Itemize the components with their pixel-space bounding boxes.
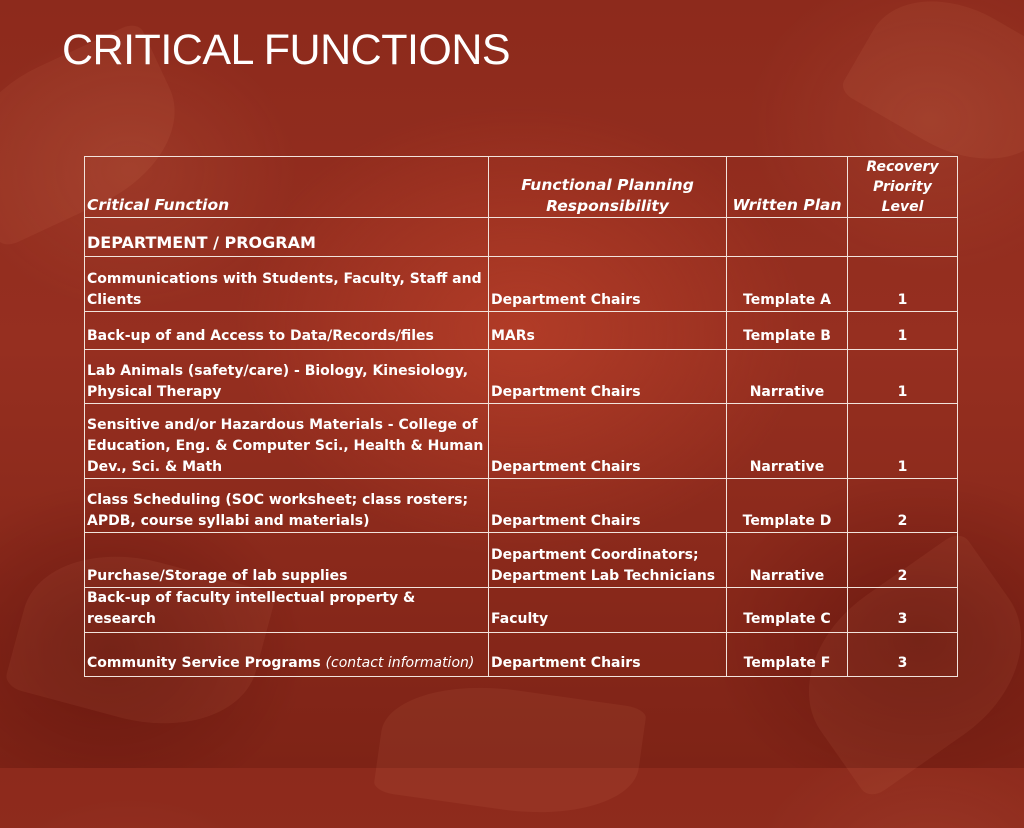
- responsibility-cell: Department Chairs: [489, 257, 727, 312]
- table-cell-empty: [727, 218, 848, 257]
- function-cell: Communications with Students, Faculty, Staff and Clients: [85, 257, 489, 312]
- table-cell-empty: [489, 218, 727, 257]
- header-written-plan: Written Plan: [727, 157, 848, 218]
- responsibility-cell: Department Coordinators; Department Lab Technicians: [489, 533, 727, 588]
- plan-cell: Narrative: [727, 404, 848, 479]
- function-cell: Back-up of and Access to Data/Records/files: [85, 312, 489, 350]
- plan-cell: Template F: [727, 633, 848, 677]
- slide-title: CRITICAL FUNCTIONS: [62, 26, 511, 74]
- table-header-row: [85, 157, 958, 218]
- priority-cell: 1: [848, 350, 958, 404]
- responsibility-cell: MARs: [489, 312, 727, 350]
- function-cell: Sensitive and/or Hazardous Materials - College of Education, Eng. & Computer Sci., Health & Human Dev., Sci. & Math: [85, 404, 489, 479]
- priority-cell: 2: [848, 479, 958, 533]
- plan-cell: Narrative: [727, 533, 848, 588]
- plan-cell: Narrative: [727, 350, 848, 404]
- function-note: (contact information): [325, 655, 475, 671]
- responsibility-cell: Faculty: [489, 588, 727, 633]
- plan-cell: Template B: [727, 312, 848, 350]
- critical-functions-table: [84, 156, 958, 677]
- table-cell-empty: [848, 218, 958, 257]
- responsibility-cell: Department Chairs: [489, 404, 727, 479]
- table-row: [85, 257, 958, 312]
- section-row: [85, 218, 958, 257]
- table-row: [85, 312, 958, 350]
- responsibility-cell: Department Chairs: [489, 633, 727, 677]
- header-critical-function: Critical Function: [85, 157, 489, 218]
- header-responsibility: Functional Planning Responsibility: [489, 157, 727, 218]
- function-cell: Class Scheduling (SOC worksheet; class rosters; APDB, course syllabi and materials): [85, 479, 489, 533]
- table-row: [85, 350, 958, 404]
- priority-cell: 2: [848, 533, 958, 588]
- plan-cell: Template C: [727, 588, 848, 633]
- priority-cell: 1: [848, 312, 958, 350]
- priority-cell: 3: [848, 588, 958, 633]
- responsibility-cell: Department Chairs: [489, 350, 727, 404]
- function-cell: Lab Animals (safety/care) - Biology, Kinesiology, Physical Therapy: [85, 350, 489, 404]
- table-row: [85, 479, 958, 533]
- plan-cell: Template D: [727, 479, 848, 533]
- function-cell: Back-up of faculty intellectual property & research: [85, 588, 489, 633]
- table-row: [85, 633, 958, 677]
- function-cell: Purchase/Storage of lab supplies: [85, 533, 489, 588]
- priority-cell: 1: [848, 404, 958, 479]
- responsibility-cell: Department Chairs: [489, 479, 727, 533]
- header-priority: Recovery Priority Level: [848, 157, 958, 218]
- function-label: Community Service Programs: [87, 655, 321, 671]
- plan-cell: Template A: [727, 257, 848, 312]
- background-leaf: [373, 672, 647, 827]
- table-row: [85, 404, 958, 479]
- table-row: [85, 588, 958, 633]
- priority-cell: 3: [848, 633, 958, 677]
- table-row: [85, 533, 958, 588]
- section-label: DEPARTMENT / PROGRAM: [85, 218, 489, 257]
- priority-cell: 1: [848, 257, 958, 312]
- function-cell: [85, 633, 489, 677]
